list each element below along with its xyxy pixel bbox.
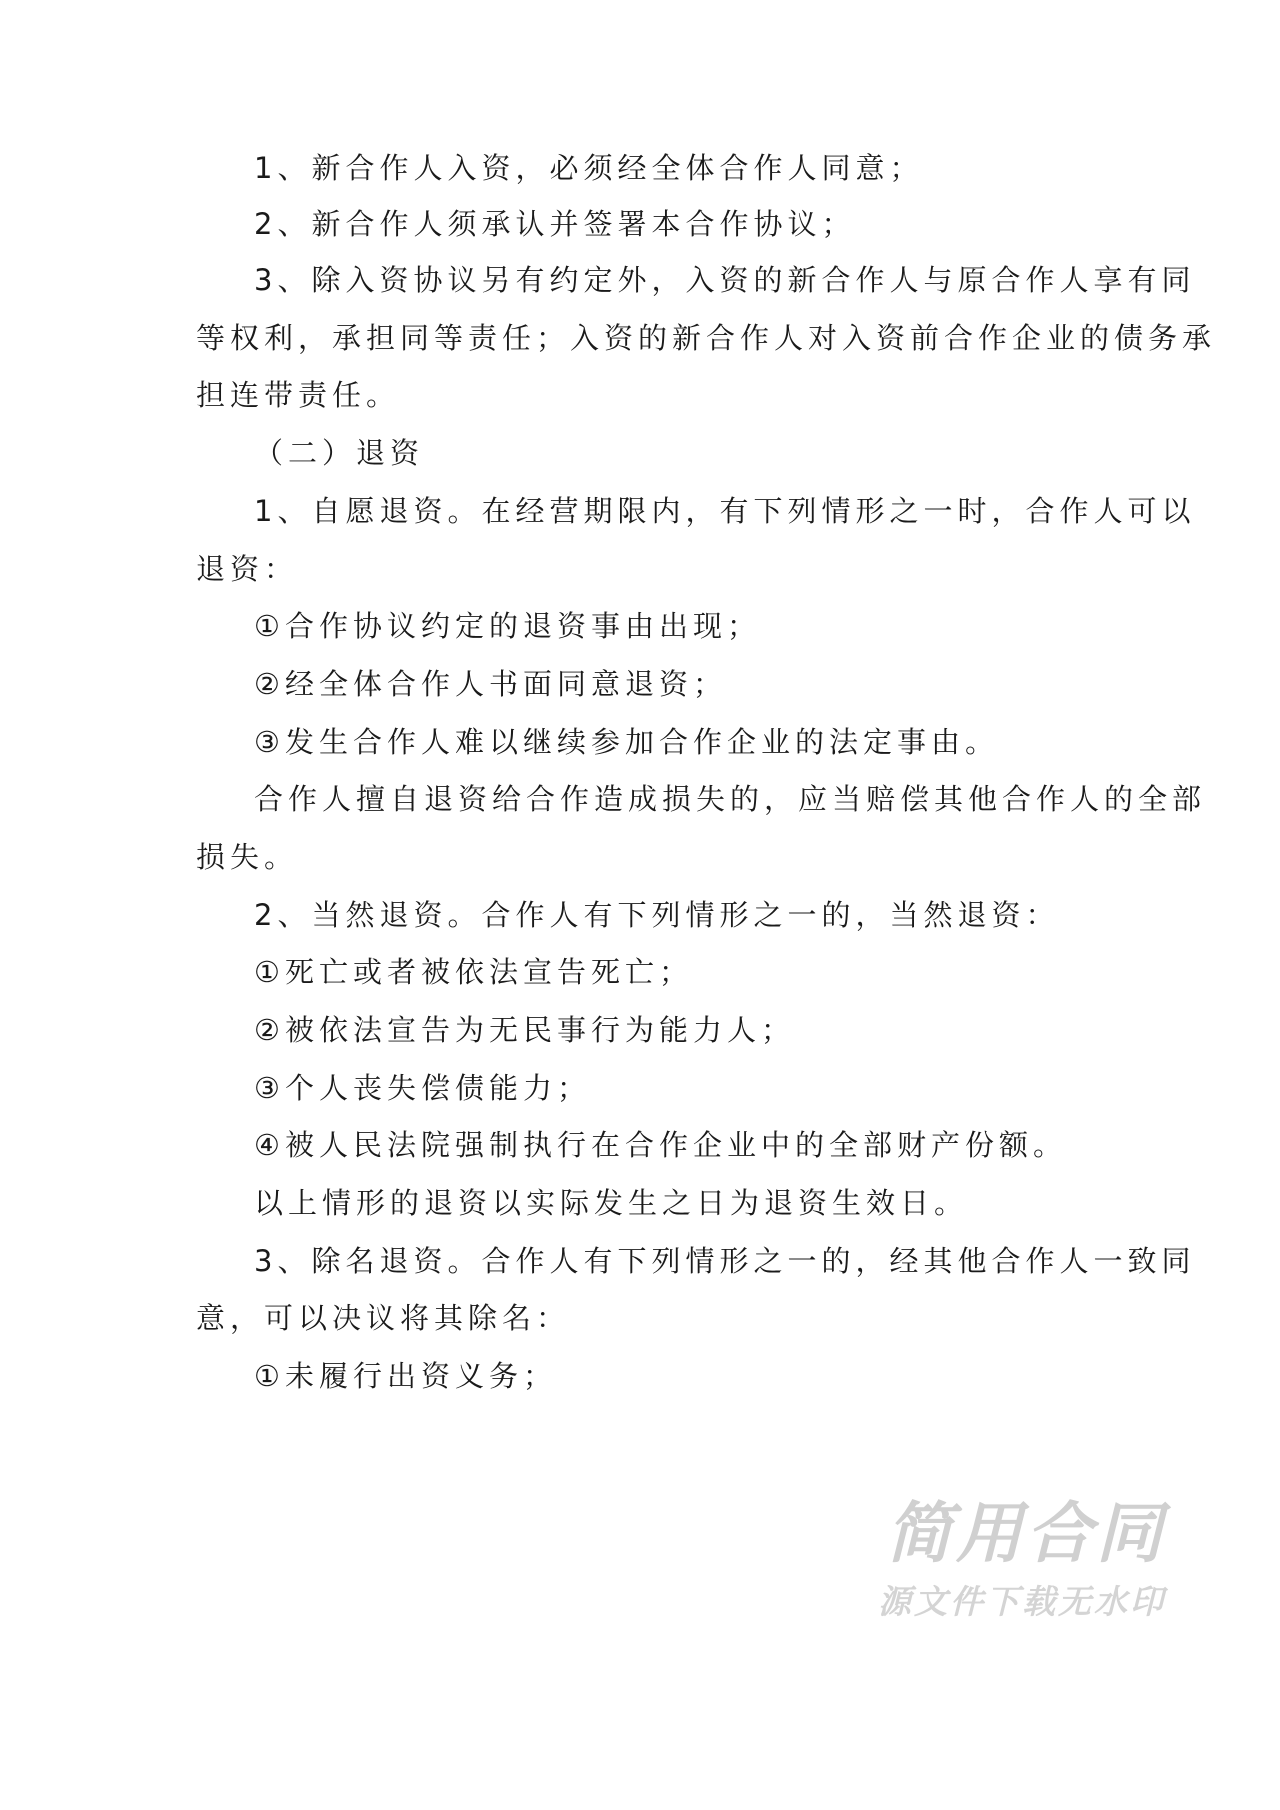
paragraph-line: 意，可以决议将其除名： bbox=[196, 1301, 571, 1335]
paragraph-line: 3、除名退资。合作人有下列情形之一的，经其他合作人一致同 bbox=[254, 1244, 1196, 1278]
list-item: ②经全体合作人书面同意退资； bbox=[254, 667, 727, 701]
watermark-title: 简用合同 bbox=[886, 1495, 1166, 1572]
paragraph-line: 2、当然退资。合作人有下列情形之一的，当然退资： bbox=[254, 898, 1060, 932]
paragraph-line: 担连带责任。 bbox=[196, 378, 401, 412]
list-item: ④被人民法院强制执行在合作企业中的全部财产份额。 bbox=[254, 1128, 1067, 1162]
paragraph-line: 1、新合作人入资，必须经全体合作人同意； bbox=[254, 151, 924, 185]
list-item: ②被依法宣告为无民事行为能力人； bbox=[254, 1013, 795, 1047]
paragraph-line: 1、自愿退资。在经营期限内，有下列情形之一时，合作人可以 bbox=[254, 494, 1196, 528]
list-item: ③个人丧失偿债能力； bbox=[254, 1071, 591, 1105]
list-item: ①未履行出资义务； bbox=[254, 1359, 557, 1393]
paragraph-line: 损失。 bbox=[196, 840, 299, 874]
paragraph-line: 2、新合作人须承认并签署本合作协议； bbox=[254, 207, 856, 241]
list-item: ①死亡或者被依法宣告死亡； bbox=[254, 955, 693, 989]
watermark bbox=[878, 1480, 1208, 1640]
watermark-subtitle: 源文件下载无水印 bbox=[878, 1582, 1166, 1621]
paragraph-line: 合作人擅自退资给合作造成损失的，应当赔偿其他合作人的全部 bbox=[254, 782, 1207, 816]
list-item: ③发生合作人难以继续参加合作企业的法定事由。 bbox=[254, 725, 999, 759]
list-item: ①合作协议约定的退资事由出现； bbox=[254, 609, 761, 643]
paragraph-line: 以上情形的退资以实际发生之日为退资生效日。 bbox=[254, 1186, 969, 1220]
section-heading: （二）退资 bbox=[254, 436, 425, 470]
paragraph-line: 3、除入资协议另有约定外，入资的新合作人与原合作人享有同 bbox=[254, 263, 1196, 297]
paragraph-line: 退资： bbox=[196, 552, 299, 586]
paragraph-line: 等权利，承担同等责任；入资的新合作人对入资前合作企业的债务承 bbox=[196, 321, 1217, 355]
